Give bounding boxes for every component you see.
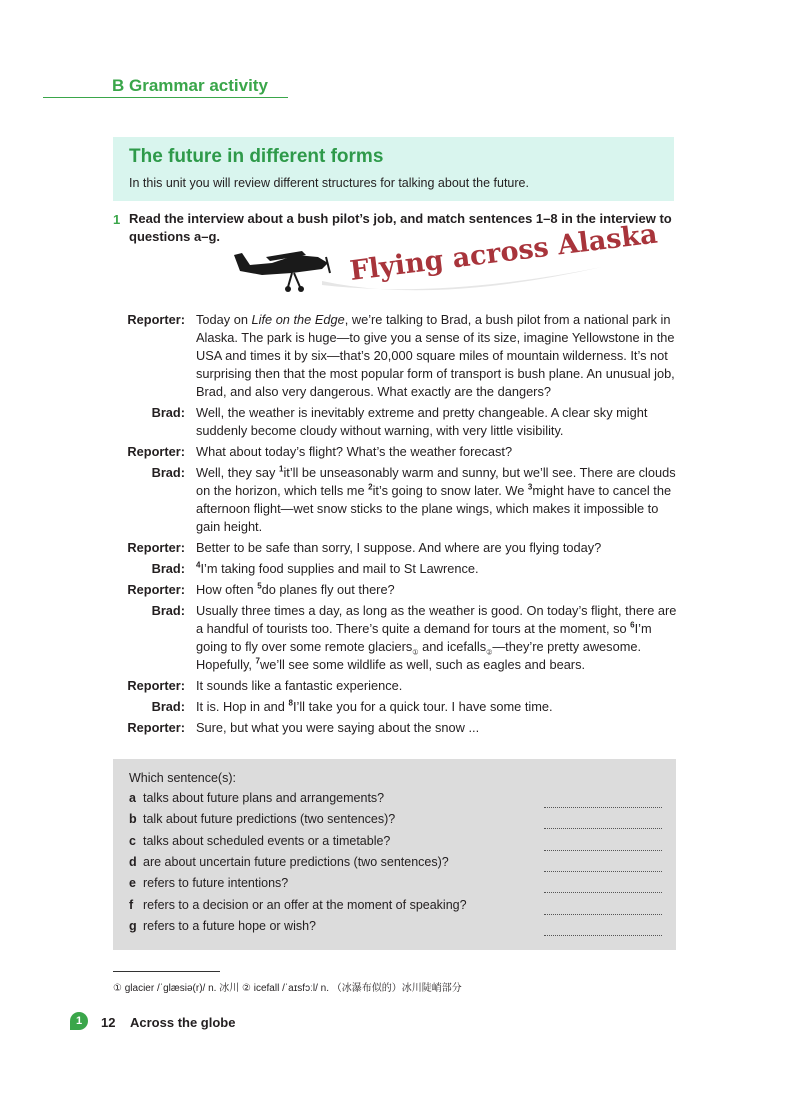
dialogue-turn — [110, 443, 680, 461]
sentence-number: 5 — [257, 581, 262, 591]
question-letter: b — [129, 812, 137, 827]
speech-fragment: and icefalls — [418, 639, 487, 654]
speech-text — [196, 719, 680, 737]
answer-blank[interactable] — [544, 828, 662, 829]
sentence-number: 1 — [278, 464, 284, 474]
speech-fragment: Today on — [196, 312, 252, 327]
answer-blank[interactable] — [544, 914, 662, 915]
question-item — [129, 876, 662, 897]
speech-fragment: do planes fly out there? — [261, 582, 395, 597]
question-item — [129, 855, 662, 876]
page-number: 12 — [101, 1015, 116, 1030]
dialogue-turn — [110, 539, 680, 557]
question-text: refers to future intentions? — [143, 876, 289, 891]
dialogue-turn — [110, 311, 680, 401]
question-letter: f — [129, 897, 134, 912]
speaker-label: Brad: — [151, 465, 185, 480]
speech-fragment: It sounds like a fantastic experience. — [196, 678, 403, 693]
section-title: B Grammar activity — [112, 76, 268, 95]
speech-fragment: It is. Hop in and — [196, 699, 289, 714]
question-letter: e — [129, 876, 136, 891]
answer-blank[interactable] — [544, 850, 662, 851]
sentence-number: 3 — [527, 482, 533, 492]
dialogue-turn — [110, 464, 680, 536]
dialogue-turn — [110, 698, 680, 716]
speech-text — [196, 464, 680, 536]
speech-text — [196, 698, 680, 716]
question-text: talk about future predictions (two sentences)? — [143, 812, 396, 827]
sentence-number: 4 — [196, 560, 201, 570]
speech-fragment: it’ll be unseasonably warm and sunny, but we’ll see. There are clouds on the horizon, which tells me — [196, 465, 676, 498]
topic-subtitle: In this unit you will review different structures for talking about the future. — [129, 176, 529, 190]
question-item — [129, 919, 662, 940]
question-text: refers to a future hope or wish? — [143, 918, 317, 933]
speech-text — [196, 404, 680, 440]
dialogue-turn — [110, 560, 680, 578]
speech-fragment: How often — [196, 582, 258, 597]
unit-badge: 1 — [70, 1012, 88, 1030]
sentence-number: 6 — [630, 620, 635, 630]
sentence-number: 8 — [288, 698, 293, 708]
article-title: Flying across Alaska — [348, 218, 660, 287]
answer-blank[interactable] — [544, 807, 662, 808]
speech-fragment: Better to be safe than sorry, I suppose. And where are you flying today? — [196, 540, 602, 555]
speech-text — [196, 602, 680, 674]
dialogue-turn — [110, 719, 680, 737]
question-letter: c — [129, 833, 136, 848]
speaker-label: Reporter: — [127, 540, 185, 555]
speech-fragment: it’s going to snow later. We — [372, 483, 528, 498]
question-item — [129, 812, 662, 833]
speech-fragment: , we’re talking to Brad, a bush pilot from a national park in Alaska. The park is huge—to give you a sense of its size, imagine Yellowstone in the USA and times it by six—that’s 20,000 square miles of mountain wilderness. It’s not surprising then that the most popular form of transport is bush plane. An unusual job, Brad, and also very dangerous. What exactly are the dangers? — [196, 312, 675, 399]
speech-text — [196, 560, 680, 578]
footnote: ① glacier /ˈɡlæsiə(r)/ n. 冰川 ② icefall /ˈaɪsfɔːl/ n. （冰瀑布似的）冰川陡峭部分 — [113, 983, 462, 994]
speech-fragment: I’ll take you for a quick tour. I have some time. — [292, 699, 553, 714]
speaker-label: Reporter: — [127, 444, 185, 459]
speech-text — [196, 581, 680, 599]
speech-fragment: we’ll see some wildlife as well, such as eagles and bears. — [259, 657, 586, 672]
dialogue-turn — [110, 404, 680, 440]
section-divider — [43, 97, 288, 98]
dialogue-turn — [110, 677, 680, 695]
speech-fragment: I’m going to fly over some remote glaciers — [196, 621, 652, 654]
speech-fragment: Well, they say — [196, 465, 279, 480]
dialogue-turn — [110, 581, 680, 599]
speech-fragment: I’m taking food supplies and mail to St Lawrence. — [200, 561, 479, 576]
question-text: talks about future plans and arrangements? — [143, 791, 385, 805]
speech-fragment: —they’re pretty awesome. Hopefully, — [196, 639, 642, 672]
question-letter: g — [129, 918, 137, 933]
question-text: refers to a decision or an offer at the moment of speaking? — [143, 897, 467, 912]
question-item — [129, 834, 662, 855]
answer-blank[interactable] — [544, 935, 662, 936]
speech-text — [196, 539, 680, 557]
sentence-number: 7 — [255, 656, 260, 666]
speech-fragment: Well, the weather is inevitably extreme and pretty changeable. A clear sky might suddenly become cloudy without warning, with very little visibility. — [196, 405, 648, 438]
speaker-label: Brad: — [151, 603, 185, 618]
question-text: talks about scheduled events or a timetable? — [143, 833, 391, 848]
answer-blank[interactable] — [544, 871, 662, 872]
speech-text — [196, 443, 680, 461]
footnote-divider — [113, 971, 220, 972]
task-number: 1 — [113, 212, 121, 227]
question-letter: a — [129, 791, 136, 805]
speaker-label: Reporter: — [127, 720, 185, 735]
speaker-label: Reporter: — [127, 678, 185, 693]
footnote-marker: ① — [412, 649, 419, 657]
sentence-number: 2 — [368, 482, 373, 492]
page-label: Across the globe — [130, 1015, 236, 1030]
speech-fragment: Sure, but what you were saying about the snow ... — [196, 720, 480, 735]
question-text: are about uncertain future predictions (two sentences)? — [143, 854, 449, 869]
answer-blank[interactable] — [544, 892, 662, 893]
footnote-marker: ② — [486, 649, 493, 657]
interview-dialogue — [110, 311, 680, 740]
question-item — [129, 791, 662, 812]
questions-box — [113, 759, 676, 950]
speech-fragment: What about today’s flight? What’s the weather forecast? — [196, 444, 513, 459]
speaker-label: Reporter: — [127, 582, 185, 597]
speaker-label: Reporter: — [127, 312, 185, 327]
speaker-label: Brad: — [151, 405, 185, 420]
question-letter: d — [129, 854, 137, 869]
speech-fragment: Usually three times a day, as long as the weather is good. On today’s flight, there are a handful of tourists too. There’s quite a demand for tours at the moment, so — [196, 603, 677, 636]
dialogue-turn — [110, 602, 680, 674]
questions-intro: Which sentence(s): — [129, 771, 236, 785]
speech-fragment: might have to cancel the afternoon flight—wet snow sticks to the plane wings, which makes it impossible to gain height. — [196, 483, 672, 534]
speech-text — [196, 677, 680, 695]
topic-title: The future in different forms — [129, 146, 384, 167]
question-item — [129, 898, 662, 919]
speaker-label: Brad: — [151, 699, 185, 714]
topic-box — [113, 137, 674, 201]
task-instruction: Read the interview about a bush pilot’s job, and match sentences 1–8 in the interview to questions a–g. — [129, 211, 672, 244]
program-title: Life on the Edge — [251, 312, 345, 327]
speech-text — [196, 311, 680, 401]
speaker-label: Brad: — [151, 561, 185, 576]
